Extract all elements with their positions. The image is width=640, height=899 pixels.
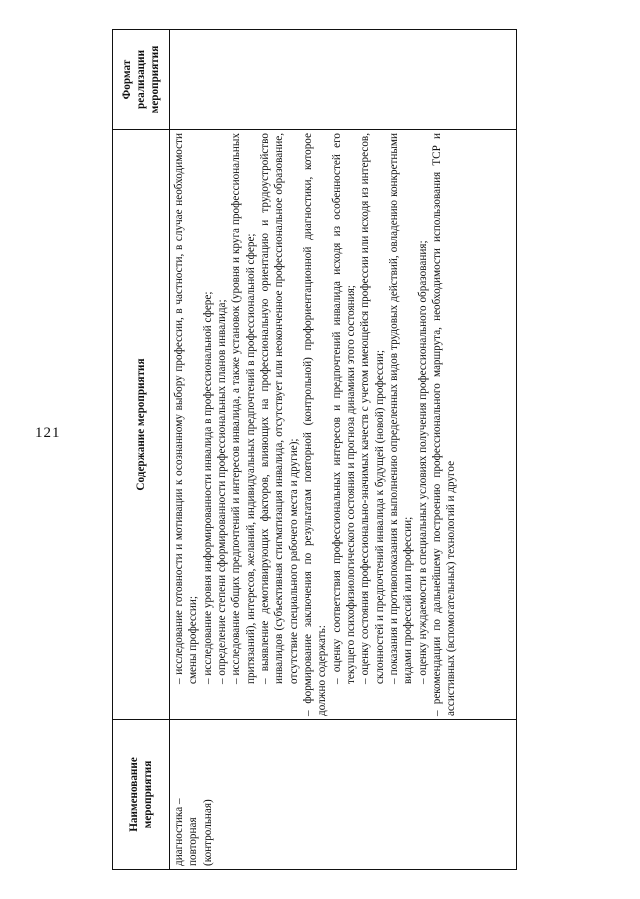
- content-item: – выявление демотивирующих факторов, влияющих на профессиональную ориентацию и трудоустройство инвалидов (субъективная стигматизация инвалида, отсутствует или неоконченное профессиональное образование, отсутствие специального рабочего места и другие);: [258, 133, 300, 684]
- measure-content-cell: [170, 130, 517, 720]
- content-item: – рекомендации по дальнейшему построению профессионального маршрута, необходимости использования ТСР и ассистивных (вспомогательных) технологий и другое: [430, 133, 458, 716]
- table-header-row: [113, 30, 170, 870]
- table-row: [170, 30, 517, 870]
- content-item: – исследование готовности и мотивации к осознанному выбору профессии, в частности, в случае необходимости смены профессии;: [173, 133, 200, 684]
- content-item: – исследование уровня информированности инвалида в профессиональной сфере;: [201, 291, 214, 684]
- measures-table: [112, 29, 517, 870]
- content-item: – определение степени сформированности профессиональных планов инвалида;: [215, 299, 228, 684]
- header-measure-content: Содержание мероприятия: [113, 130, 170, 720]
- rotated-table-container: [112, 30, 517, 870]
- content-item: – оценку нуждаемости в специальных условиях получения профессионального образования;: [416, 240, 429, 684]
- measure-name-line: (контрольная): [201, 799, 214, 866]
- header-measure-format: Формат реализации мероприятия: [113, 30, 170, 130]
- header-measure-name: Наименование мероприятия: [113, 720, 170, 870]
- measure-name-line: диагностика –: [173, 798, 185, 866]
- measure-name-line: повторная: [187, 817, 200, 866]
- content-item: – оценку состояния профессионально-значимых качеств с учетом имеющейся профессии или исходя из интересов, склонностей и предпочтений инвалида к будущей (новой) профессии;: [359, 133, 386, 684]
- content-item: – показания и противопоказания к выполнению определенных видов трудовых действий, овладению конкретными видами профессий или профессии;: [387, 133, 415, 684]
- content-item: – исследование общих предпочтений и интересов инвалида, а также установок (уровня и круга профессиональных притязаний), интересов, желаний, индивидуальных предпочтений в профессиональной сфере;: [230, 133, 257, 684]
- measure-name-cell: [170, 720, 517, 870]
- content-item: – оценку соответствия профессиональных интересов и предпочтений инвалида исходя из особенностей его текущего психофизиологического состояния и прогноза динамики этого состояния;: [330, 133, 357, 684]
- measure-format-cell: [170, 30, 517, 130]
- content-item: – формирование заключения по результатам повторной (контрольной) профориентационной диагностики, которое должно содержать:: [301, 133, 329, 716]
- page-number: 121: [35, 425, 61, 441]
